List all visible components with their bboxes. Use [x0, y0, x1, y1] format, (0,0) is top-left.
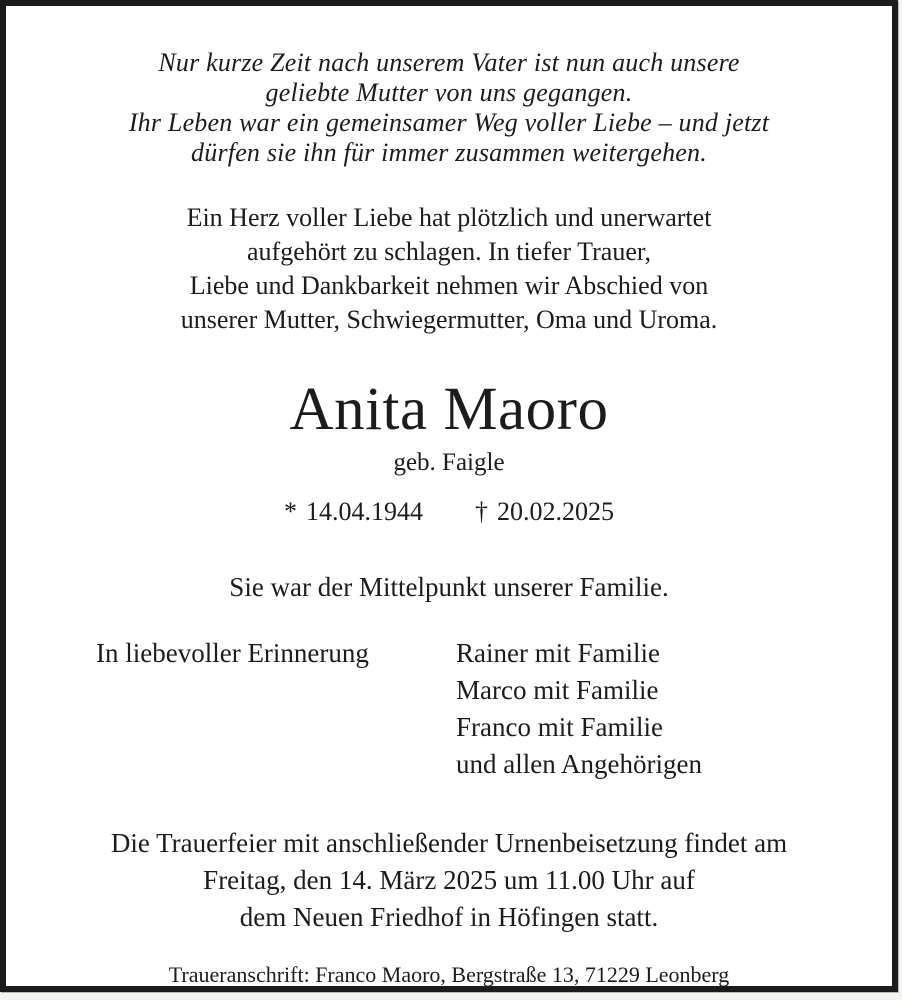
funeral-line: Die Trauerfeier mit anschließender Urnenbeisetzung findet am [110, 828, 788, 858]
mourner-name: Rainer mit Familie [456, 638, 660, 668]
birth-star-icon: * [284, 497, 297, 526]
mourner-name: und allen Angehörigen [456, 749, 702, 779]
epigraph-verse [6, 48, 892, 168]
maiden-name: geb. Faigle [393, 449, 505, 476]
death-date [475, 497, 614, 527]
mourners-section [6, 635, 892, 783]
epigraph-line: dürfen sie ihn für immer zusammen weitergehen. [191, 138, 707, 167]
mourner-name: Franco mit Familie [456, 712, 663, 742]
funeral-line: Freitag, den 14. März 2025 um 11.00 Uhr auf [203, 865, 695, 895]
mourners-names [456, 635, 702, 783]
deceased-name: Anita Maoro [289, 376, 609, 443]
birth-date [284, 497, 423, 527]
birth-date-value: 14.04.1944 [306, 497, 423, 526]
epigraph-line: geliebte Mutter von uns gegangen. [265, 78, 633, 107]
mourner-name: Marco mit Familie [456, 675, 659, 705]
intro-line: Ein Herz voller Liebe hat plötzlich und unerwartet [186, 203, 712, 232]
funeral-line: dem Neuen Friedhof in Höfingen statt. [239, 902, 659, 932]
condolence-address: Traueranschrift: Franco Maoro, Bergstraße 13, 71229 Leonberg [168, 962, 730, 987]
intro-paragraph [6, 201, 892, 337]
death-cross-icon: † [475, 497, 488, 526]
tribute-line: Sie war der Mittelpunkt unserer Familie. [229, 572, 669, 602]
intro-line: Liebe und Dankbarkeit nehmen wir Abschied von [189, 271, 709, 300]
epigraph-line: Nur kurze Zeit nach unserem Vater ist nun auch unsere [158, 48, 740, 77]
epigraph-line: Ihr Leben war ein gemeinsamer Weg voller Liebe – und jetzt [128, 108, 770, 137]
death-date-value: 20.02.2025 [497, 497, 614, 526]
mourners-label: In liebevoller Erinnerung [96, 638, 369, 668]
intro-line: unserer Mutter, Schwiegermutter, Oma und Uroma. [180, 305, 718, 334]
funeral-info [6, 825, 892, 936]
intro-line: aufgehört zu schlagen. In tiefer Trauer, [247, 237, 651, 266]
life-dates [6, 497, 892, 527]
